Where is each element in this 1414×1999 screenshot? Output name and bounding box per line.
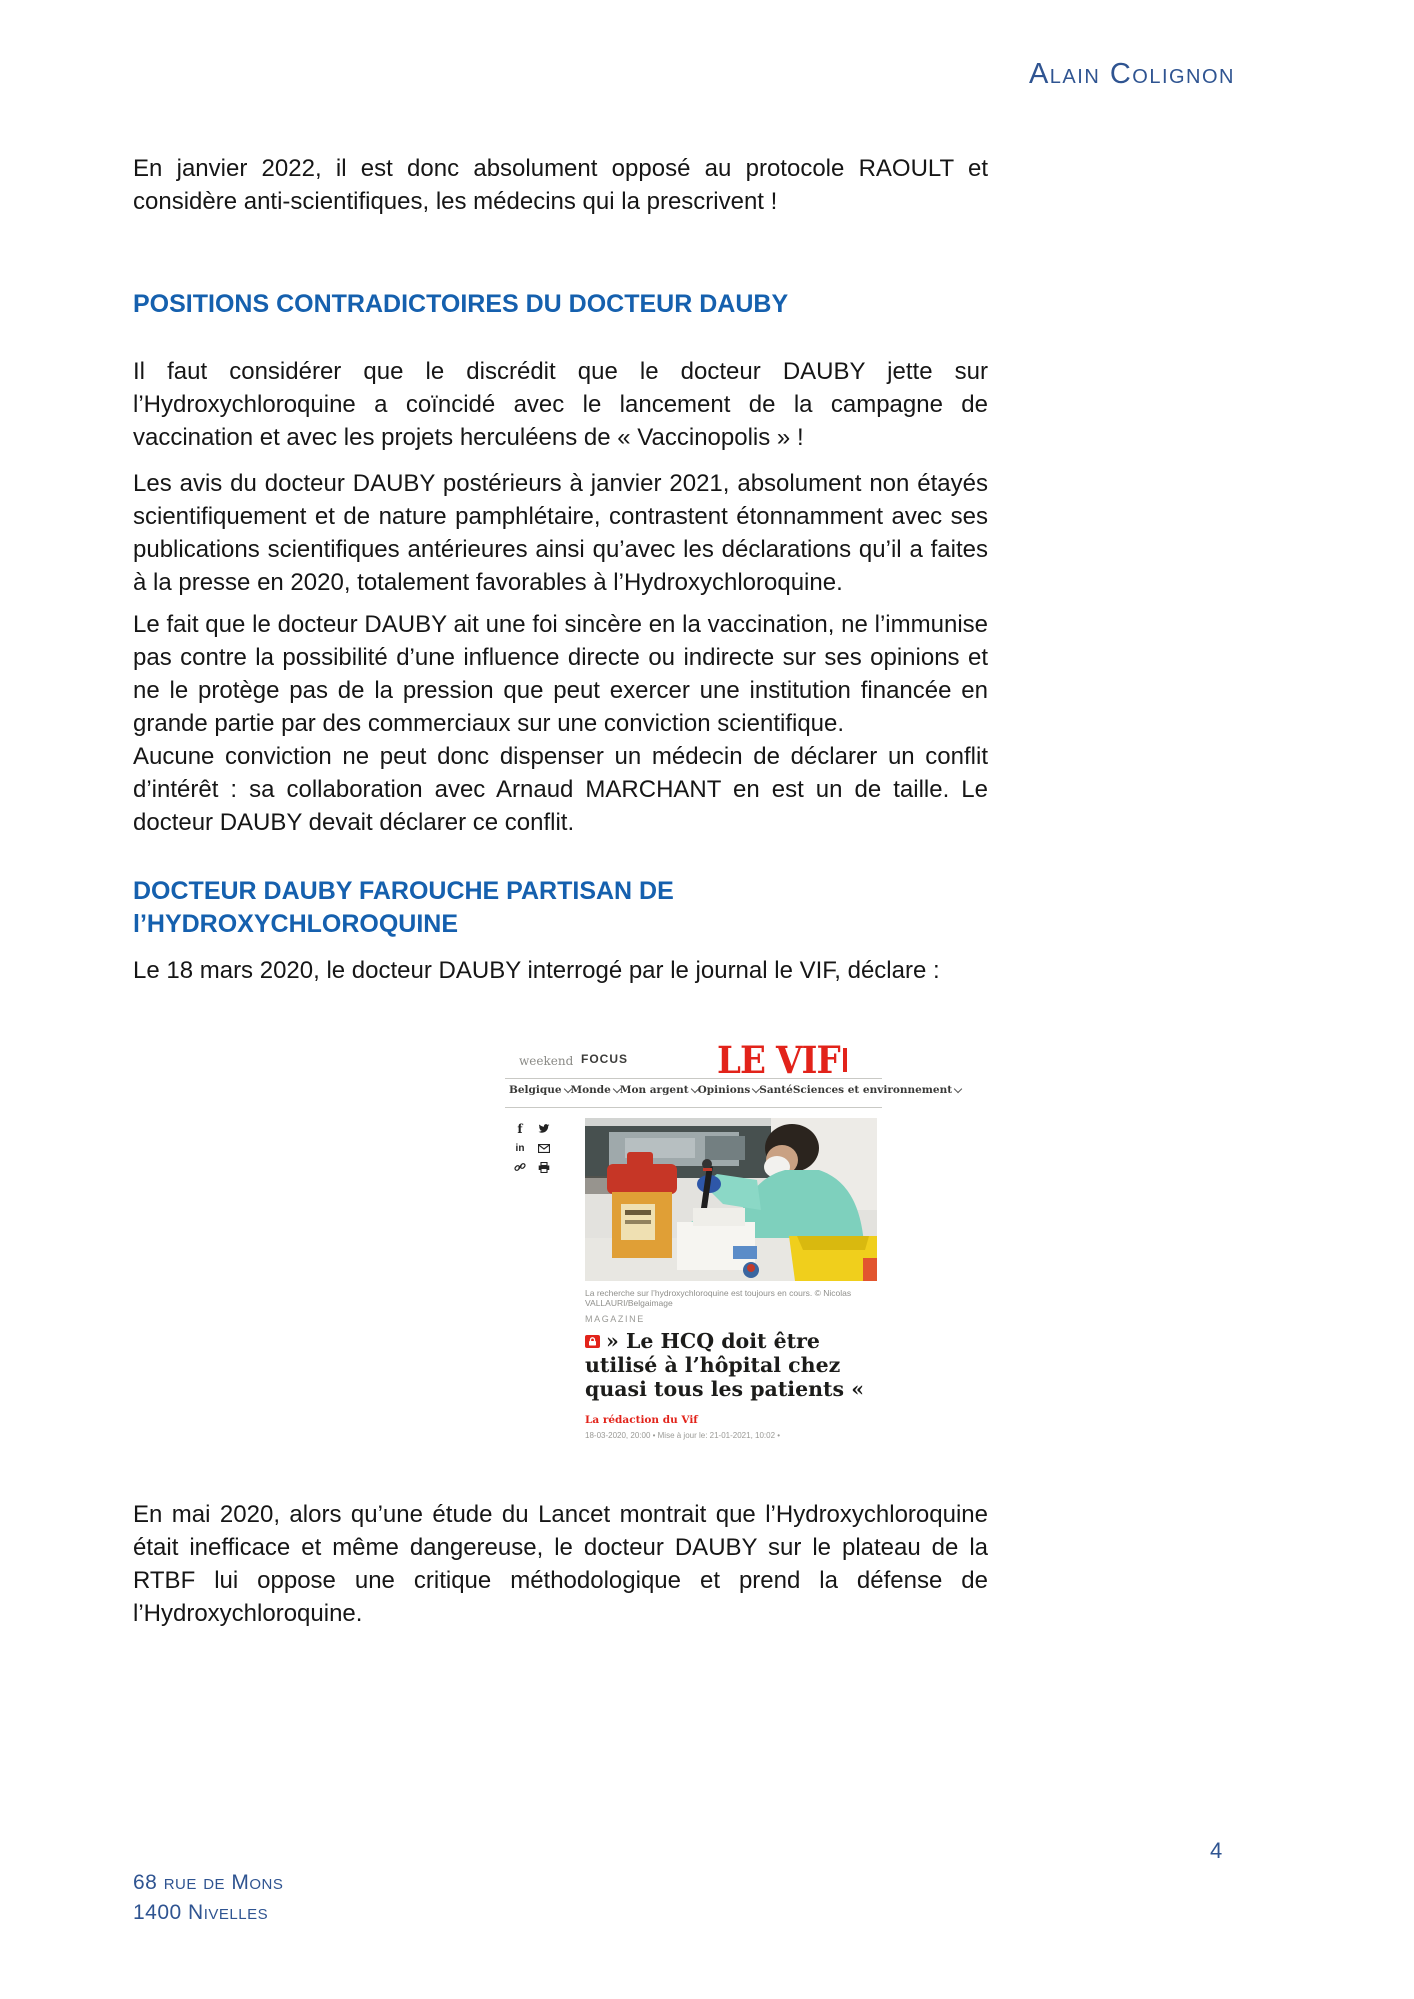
nav-item-belgique — [509, 1084, 571, 1096]
document-body — [133, 152, 988, 1630]
link-icon — [513, 1160, 527, 1174]
divider — [505, 1107, 882, 1108]
facebook-icon — [513, 1122, 527, 1136]
social-share-icons — [513, 1122, 555, 1179]
paragraph-aucune-conviction: Aucune conviction ne peut donc dispenser un médecin de déclarer un conflit d’intérêt : sa collaboration avec Arnaud MARCHANT en est un de taille. Le docteur DAUBY devait déclarer ce conflit. — [133, 743, 988, 836]
page-number: 4 — [1210, 1838, 1223, 1863]
twitter-icon — [537, 1122, 551, 1136]
levif-article-screenshot — [505, 1028, 953, 1455]
levif-nav — [509, 1084, 953, 1096]
article-headline — [585, 1329, 885, 1401]
premium-lock-icon — [585, 1335, 600, 1348]
levif-masthead — [505, 1036, 882, 1082]
article-author: La rédaction du Vif — [585, 1414, 698, 1426]
linkedin-icon — [513, 1141, 527, 1155]
paragraph-discredit: Il faut considérer que le discrédit que le docteur DAUBY jette sur l’Hydroxychloroquine a coïncidé avec le lancement de la campagne de vaccination et avec les projets herculéens de « Vaccinopolis » ! — [133, 358, 988, 451]
footer-city: 1400 Nivelles — [133, 1901, 269, 1924]
paragraph-january-2022: En janvier 2022, il est donc absolument opposé au protocole RAOULT et considère anti-scientifiques, les médecins qui la prescrivent ! — [133, 155, 988, 215]
photo-caption: La recherche sur l’hydroxychloroquine est toujours en cours. © Nicolas VALLAURI/Belgaimage — [585, 1288, 852, 1308]
article-kicker: MAGAZINE — [585, 1314, 645, 1324]
print-icon — [537, 1160, 551, 1174]
nav-item-sante — [759, 1084, 793, 1096]
paragraph-18-mars-2020: Le 18 mars 2020, le docteur DAUBY interrogé par le journal le VIF, déclare : — [133, 957, 940, 984]
chevron-down-icon — [954, 1084, 962, 1092]
headline-text: » Le HCQ doit être utilisé à l’hôpital chez quasi tous les patients « — [585, 1329, 865, 1401]
nav-label: Mon argent — [619, 1084, 689, 1096]
nav-label: Belgique — [509, 1084, 562, 1096]
article-dateline: 18-03-2020, 20:00 • Mise à jour le: 21-01-2021, 10:02 • — [585, 1431, 781, 1440]
paragraph-mai-2020: En mai 2020, alors qu’une étude du Lancet montrait que l’Hydroxychloroquine était inefficace et même dangereuse, le docteur DAUBY sur le plateau de la RTBF lui oppose une critique méthodologique et prend la défense de l’Hydroxychloroquine. — [133, 1501, 988, 1627]
heading-farouche-partisan: DOCTEUR DAUBY FAROUCHE PARTISAN DE l’HYDROXYCHLOROQUINE — [133, 877, 674, 938]
levif-logo-bar — [843, 1048, 847, 1072]
divider — [505, 1078, 882, 1079]
nav-item-monde — [571, 1084, 620, 1096]
focus-brand-label: FOCUS — [581, 1052, 628, 1066]
levif-photo-hydroxychloroquine-lab — [585, 1118, 877, 1281]
nav-label: Sciences et environnement — [792, 1084, 953, 1096]
author-header: Alain Colignon — [1028, 58, 1235, 90]
heading-positions-contradictoires: POSITIONS CONTRADICTOIRES DU DOCTEUR DAUBY — [133, 290, 789, 318]
mail-icon — [537, 1141, 551, 1155]
levif-logo: LE VIF — [717, 1038, 840, 1082]
nav-label: Santé — [759, 1084, 793, 1096]
nav-item-sciences — [793, 1084, 961, 1096]
paragraph-foi-sincere: Le fait que le docteur DAUBY ait une foi sincère en la vaccination, ne l’immunise pas contre la possibilité d’une influence directe ou indirecte sur ses opinions et ne le protège pas de la pression que peut exercer une institution financée en grande partie par des commerciaux sur une conviction scientifique. — [133, 611, 988, 737]
weekend-brand-label: weekend — [519, 1054, 574, 1068]
footer-address — [133, 1868, 283, 1928]
nav-item-mon-argent — [620, 1084, 698, 1096]
nav-item-opinions — [698, 1084, 760, 1096]
nav-label: Monde — [570, 1084, 611, 1096]
footer-street: 68 rue de Mons — [133, 1871, 284, 1894]
nav-label: Opinions — [697, 1084, 751, 1096]
paragraph-avis-posterieurs: Les avis du docteur DAUBY postérieurs à janvier 2021, absolument non étayés scientifiquement et de nature pamphlétaire, contrastent étonnamment avec ses publications scientifiques antérieures ainsi qu’avec les déclarations qu’il a faites à la presse en 2020, totalement favorables à l’Hydroxychloroquine. — [133, 470, 988, 596]
